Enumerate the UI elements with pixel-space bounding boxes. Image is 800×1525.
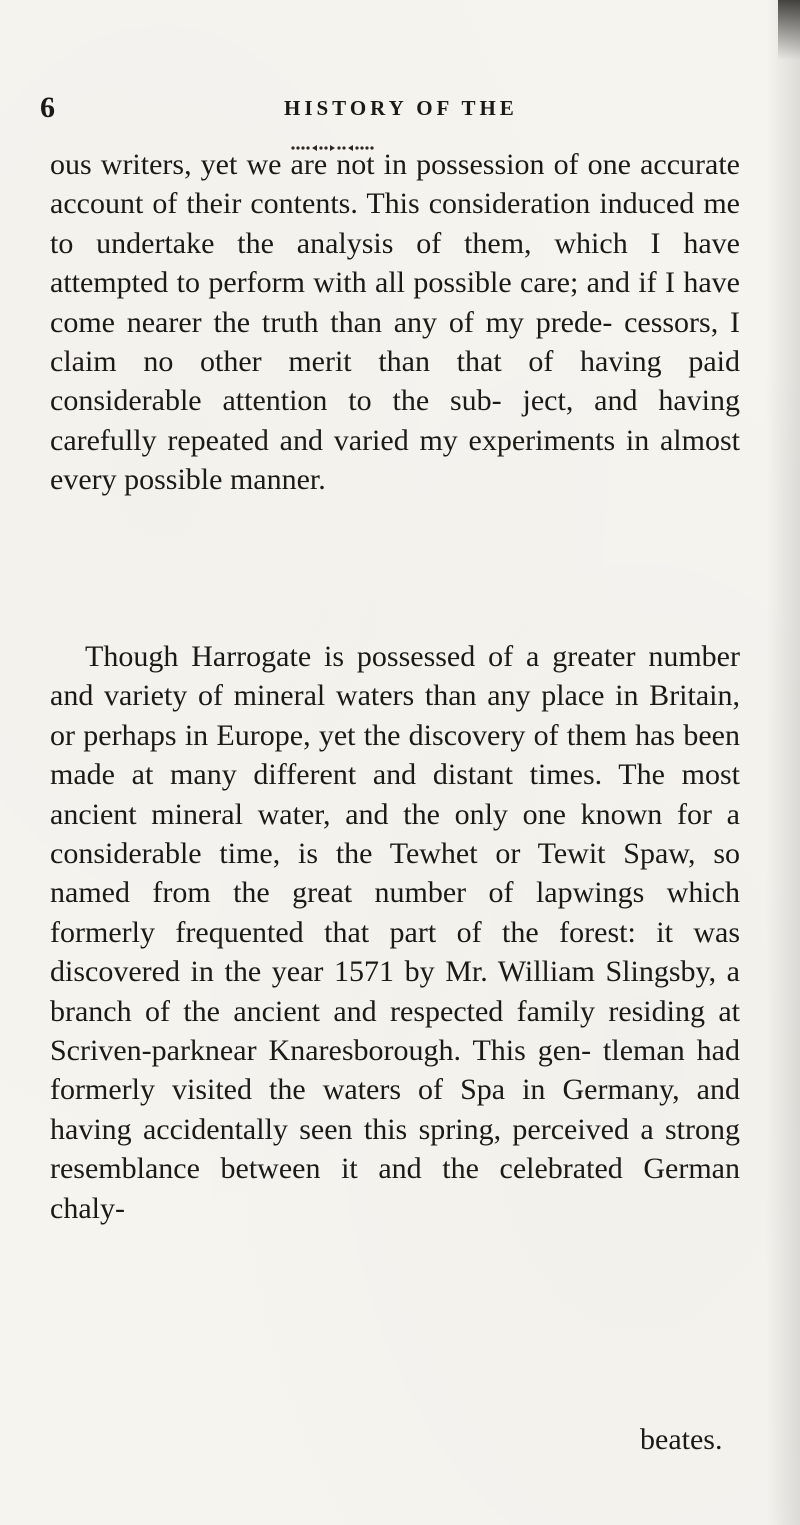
catchword: beates. — [640, 1423, 723, 1456]
paragraph-2 — [50, 637, 740, 1228]
paragraph-2-text: Though Harrogate is possessed of a greater number and variety of mineral waters than any place in Britain, or perhaps in Europe, yet the discovery of them has been made at many different and distant times. The most ancient mineral water, and the only one known for a considerable time, is the Tewhet or Tewit Spaw, so named from the great number of lapwings which formerly frequented that part of the forest: it was discovered in the year 1571 by Mr. William Slingsby, a branch of the ancient and respected family residing at Scriven-parknear Knaresborough. This gen- tleman had formerly visited the waters of Spa in Germany, and having accidentally seen this spring, perceived a strong resemblance between it and the celebrated German chaly- — [50, 640, 740, 1225]
paragraph-1-text: ous writers, yet we are not in possession of one accurate account of their contents. This consideration induced me to undertake the analysis of them, which I have attempted to perform with all possible care; and if I have come nearer the truth than any of my prede- cessors, I claim no other merit than that of having paid considerable attention to the sub- ject, and having carefully repeated and varied my experiments in almost every possible manner. — [50, 148, 740, 497]
page-header — [40, 88, 580, 128]
page-corner — [778, 0, 800, 60]
paragraph-1 — [50, 145, 740, 500]
running-head: HISTORY OF THE — [284, 96, 518, 120]
page-number: 6 — [40, 91, 55, 124]
page-edge-shadow — [766, 0, 800, 1525]
